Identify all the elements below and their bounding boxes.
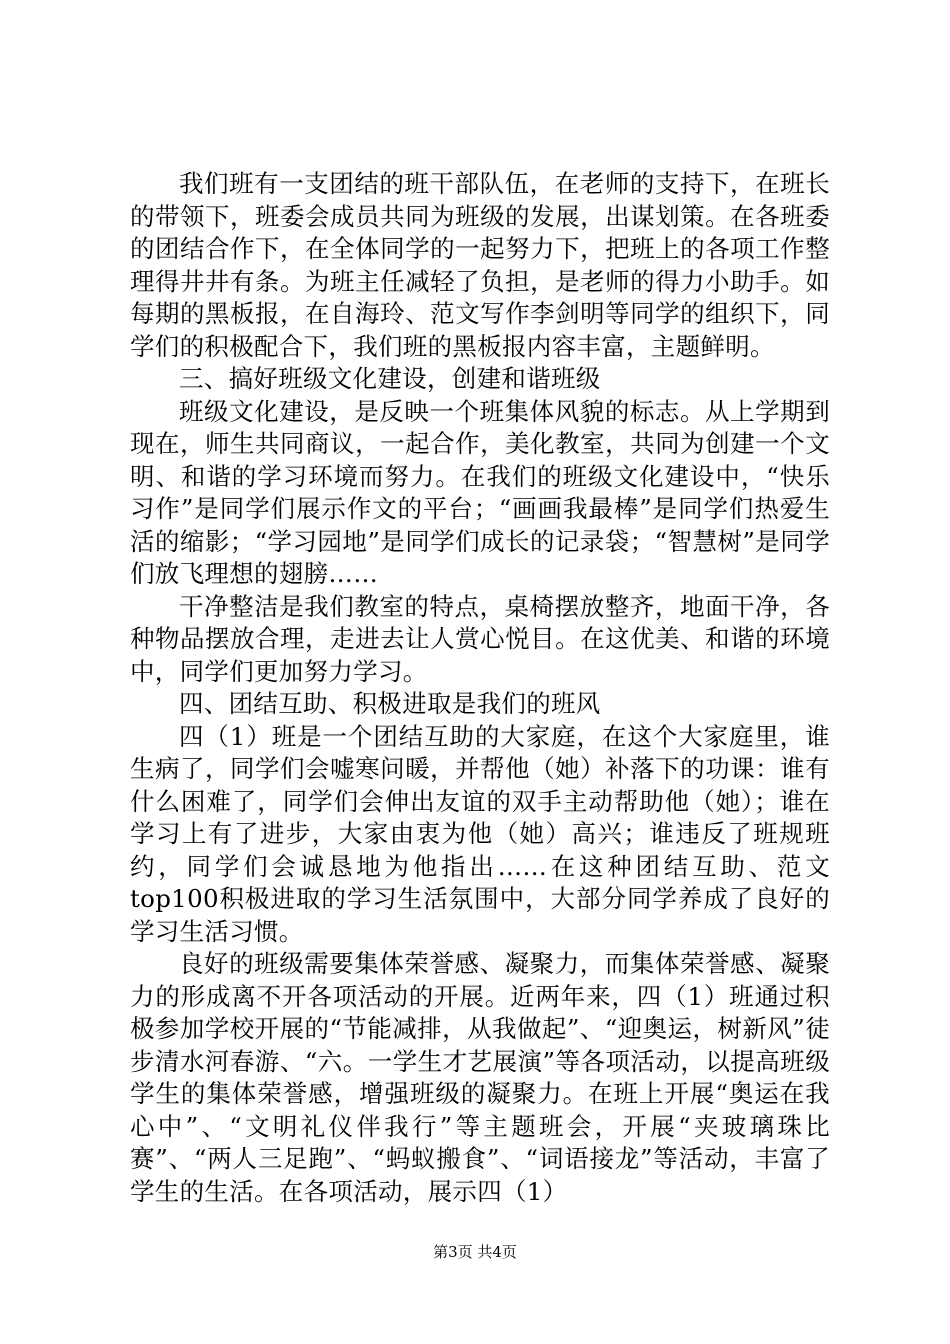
section-heading-3: 三、搞好班级文化建设，创建和谐班级: [179, 364, 601, 393]
paragraph-team: 我们班有一支团结的班干部队伍，在老师的支持下，在班长的带领下，班委会成员共同为班级的发展，出谋划策。在各班委的团结合作下，在全体同学的一起努力下，把班上的各项工作整理得井井有条。为班主任减轻了负担，是老师的得力小助手。如每期的黑板报，在自海玲、范文写作李剑明等同学的组织下，同学们的积极配合下，我们班的黑板报内容丰富，主题鲜明。: [130, 169, 830, 361]
section-heading-4: 四、团结互助、积极进取是我们的班风: [179, 689, 601, 718]
paragraph-class-culture: 班级文化建设，是反映一个班集体风貌的标志。从上学期到现在，师生共同商议，一起合作，美化教室，共同为创建一个文明、和谐的学习环境而努力。在我们的班级文化建设中，“快乐习作”是同学们展示作文的平台；“画画我最棒”是同学们热爱生活的缩影；“学习园地”是同学们成长的记录袋；“智慧树”是同学们放飞理想的翅膀……: [130, 396, 831, 588]
paragraph-mutual-help: 四（1）班是一个团结互助的大家庭，在这个大家庭里，谁生病了，同学们会嘘寒问暖，并帮他（她）补落下的功课：谁有什么困难了，同学们会伸出友谊的双手主动帮助他（她）；谁在学习上有了进步，大家由衷为他（她）高兴；谁违反了班规班约，同学们会诚恳地为他指出……在这种团结互助、范文top100积极进取的学习生活氛围中，大部分同学养成了良好的学习生活习惯。: [130, 721, 830, 946]
paragraph-activities: 良好的班级需要集体荣誉感、凝聚力，而集体荣誉感、凝聚力的形成离不开各项活动的开展。近两年来，四（1）班通过积极参加学校开展的“节能减排，从我做起”、“迎奥运，树新风”徒步清水河春游、“六。一学生才艺展演”等各项活动，以提高班级学生的集体荣誉感，增强班级的凝聚力。在班上开展“奥运在我心中”、“文明礼仪伴我行”等主题班会，开展“夹玻璃珠比赛”、“两人三足跑”、“蚂蚁搬食”、“词语接龙”等活动，丰富了学生的生活。在各项活动，展示四（1）: [130, 949, 830, 1206]
paragraph-clean-classroom: 干净整洁是我们教室的特点，桌椅摆放整齐，地面干净，各种物品摆放合理，走进去让人赏心悦目。在这优美、和谐的环境中，同学们更加努力学习。: [130, 591, 830, 686]
document-body: [130, 168, 830, 1208]
page-footer: [0, 1242, 950, 1262]
page-number: 第3页 共4页: [433, 1243, 517, 1261]
